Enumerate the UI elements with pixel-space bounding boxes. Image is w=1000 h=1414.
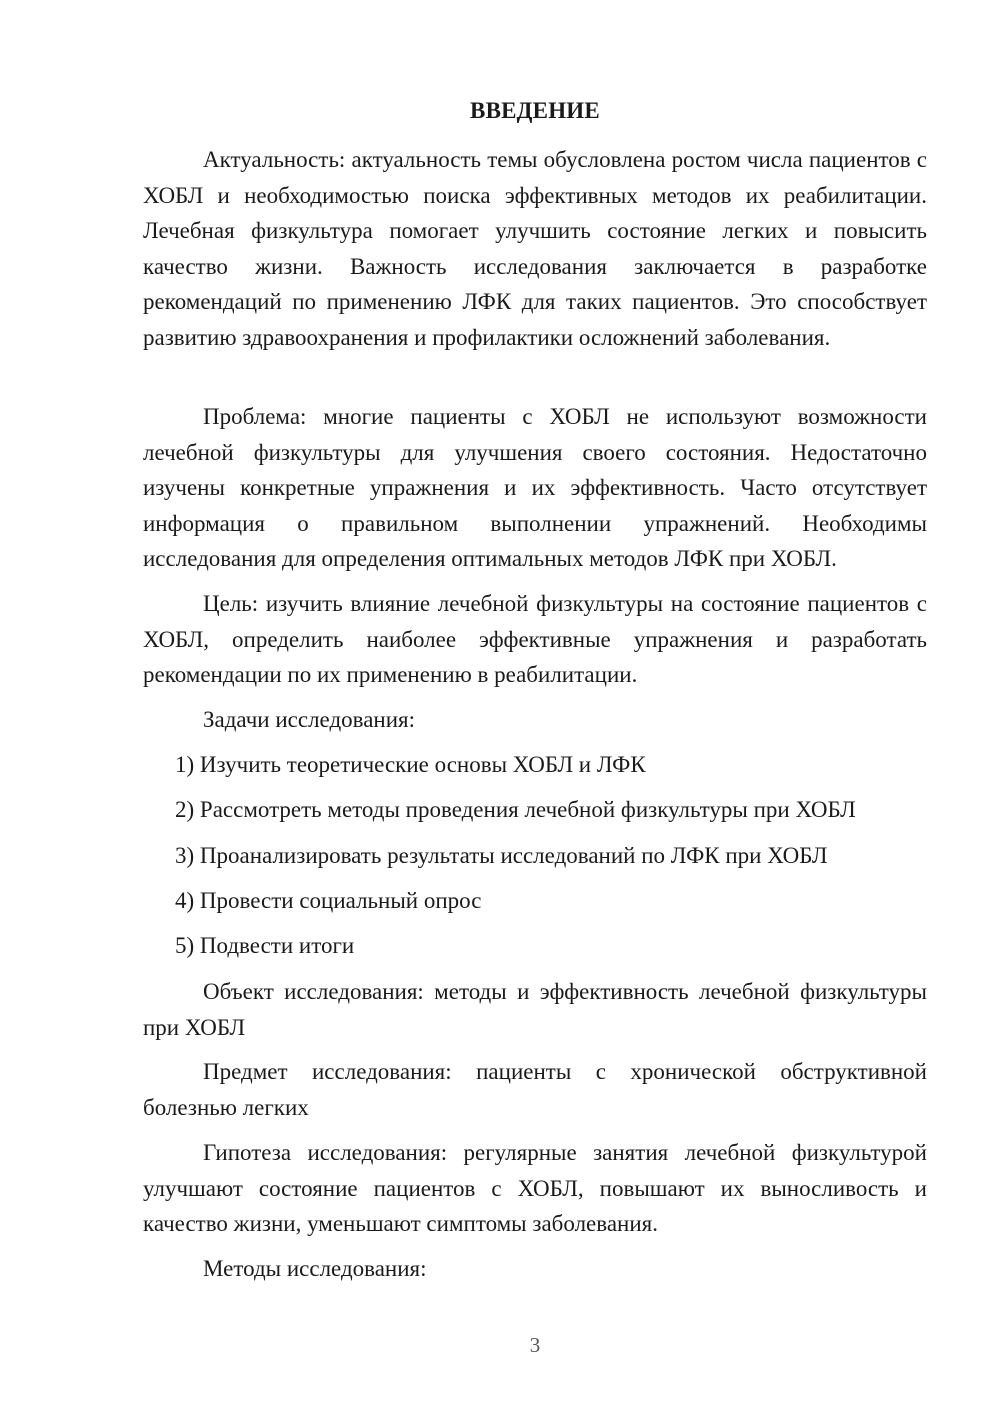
task-item-1: 1) Изучить теоретические основы ХОБЛ и ЛФК bbox=[175, 752, 646, 777]
paragraph-problem: Проблема: многие пациенты с ХОБЛ не используют возможности лечебной физкультуры для улучшения своего состояния. Недостаточно изучены конкретные упражнения и их эффективность. Часто отсутствует информация о правильном выполнении упражнений. Необходимы исследования для определения оптимальных методов ЛФК при ХОБЛ. bbox=[143, 404, 927, 571]
task-item-5: 5) Подвести итоги bbox=[175, 933, 355, 958]
paragraph-subject: Предмет исследования: пациенты с хронической обструктивной болезнью легких bbox=[143, 1059, 927, 1120]
document-page bbox=[143, 0, 927, 1414]
task-item-3: 3) Проанализировать результаты исследований по ЛФК при ХОБЛ bbox=[175, 843, 828, 868]
paragraph-object: Объект исследования: методы и эффективность лечебной физкультуры при ХОБЛ bbox=[143, 979, 927, 1040]
paragraph-hypothesis: Гипотеза исследования: регулярные занятия лечебной физкультурой улучшают состояние пациентов с ХОБЛ, повышают их выносливость и качество жизни, уменьшают симптомы заболевания. bbox=[143, 1140, 927, 1236]
paragraph-relevance: Актуальность: актуальность темы обусловлена ростом числа пациентов с ХОБЛ и необходимостью поиска эффективных методов их реабилитации. Лечебная физкультура помогает улучшить состояние легких и повысить качество жизни. Важность исследования заключается в разработке рекомендаций по применению ЛФК для таких пациентов. Это способствует развитию здравоохранения и профилактики осложнений заболевания. bbox=[143, 147, 927, 350]
task-item-2: 2) Рассмотреть методы проведения лечебной физкультуры при ХОБЛ bbox=[175, 797, 856, 822]
tasks-heading: Задачи исследования: bbox=[203, 707, 416, 732]
methods-heading: Методы исследования: bbox=[203, 1256, 427, 1281]
section-title: ВВЕДЕНИЕ bbox=[470, 98, 600, 123]
paragraph-goal: Цель: изучить влияние лечебной физкультуры на состояние пациентов с ХОБЛ, определить наиболее эффективные упражнения и разработать рекомендации по их применению в реабилитации. bbox=[143, 591, 927, 687]
page-number: 3 bbox=[529, 1333, 541, 1357]
task-item-4: 4) Провести социальный опрос bbox=[175, 888, 482, 913]
